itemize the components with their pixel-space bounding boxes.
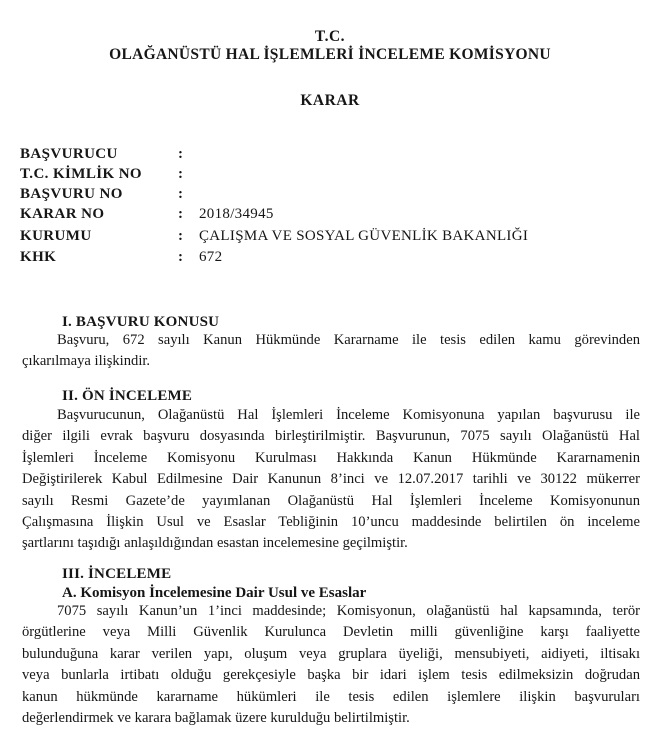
section-title: II. ÖN İNCELEME [62, 388, 193, 404]
subsection-title: A. Komisyon İncelemesine Dair Usul ve Esaslar [62, 585, 367, 601]
field-value: 672 [199, 249, 223, 265]
field-decision-number [20, 206, 640, 226]
field-label: KURUMU [20, 228, 92, 244]
paragraph-line: 7075 sayılı Kanun’un 1’inci maddesinde; Komisyonun, olağanüstü hal kapsamında, terör [57, 603, 640, 619]
field-label: BAŞVURU NO [20, 186, 123, 202]
field-value: ÇALIŞMA VE SOSYAL GÜVENLİK BAKANLIĞI [199, 228, 529, 244]
field-institution [20, 228, 640, 248]
paragraph-line: veya bunlarla irtibatı olduğu gerekçesiyle başka bir idari işlem tesis edilmeksizin doğrudan [22, 667, 640, 684]
field-colon: : [178, 166, 183, 182]
field-colon: : [178, 206, 183, 222]
field-id-number [20, 166, 640, 186]
paragraph-line: Başvurucunun, Olağanüstü Hal İşlemleri İnceleme Komisyonuna yapılan başvurusu ile [57, 407, 640, 423]
header-commission-title: OLAĞANÜSTÜ HAL İŞLEMLERİ İNCELEME KOMİSYONU [109, 46, 551, 63]
section-title: III. İNCELEME [62, 566, 172, 582]
field-colon: : [178, 186, 183, 202]
paragraph-line: Çalışmasına İlişkin Usul ve Esaslar Tebliğinin 10’uncu maddesinde belirtilen ön inceleme [22, 514, 640, 531]
paragraph-line: Değiştirilerek Kabul Edilmesine Dair Kanunun 8’inci ve 12.07.2017 tarihli ve 30122 mükerrer [22, 471, 640, 488]
field-colon: : [178, 146, 183, 162]
field-colon: : [178, 228, 183, 244]
section-paragraph [22, 330, 640, 373]
field-applicant [20, 146, 640, 166]
paragraph-line: bulunduğuna karar verilen yapı, oluşum veya gruplara üyeliği, mensubiyeti, aidiyeti, iltisakı [22, 645, 640, 662]
paragraph-line: diğer ilgili evrak başvuru dosyasında birleştirilmiştir. Başvurunun, 7075 sayılı Olağanüstü Hal [22, 428, 640, 445]
paragraph-line: Başvuru, 672 sayılı Kanun Hükmünde Kararname ile tesis edilen kamu görevinden [57, 332, 640, 348]
paragraph-line: şartlarını taşıdığı anlaşıldığından esastan incelemesine geçilmiştir. [22, 535, 408, 552]
paragraph-line: İşlemleri İnceleme Komisyonu Kurulması Hakkında Kanun Hükmünde Kararnamenin [22, 449, 640, 466]
field-label: T.C. KİMLİK NO [20, 166, 142, 182]
section-paragraph [22, 601, 640, 729]
paragraph-line: sayılı Resmi Gazete’de yayımlanan Olağanüstü Hal İşlemleri İnceleme Komisyonunun [22, 492, 640, 509]
field-khk [20, 249, 640, 269]
header-tc: T.C. [314, 28, 346, 45]
field-label: BAŞVURUCU [20, 146, 118, 162]
field-application-number [20, 186, 640, 206]
paragraph-line: örgütlerine veya Milli Güvenlik Kurulunca Devletin milli güvenliğine karşı faaliyette [22, 624, 640, 641]
section-title: I. BAŞVURU KONUSU [62, 314, 220, 330]
paragraph-line: kanun hükmünde kararname hükümleri ile tesis edilen işlemlere ilişkin başvuruları [22, 688, 640, 705]
field-value: 2018/34945 [199, 206, 274, 222]
field-colon: : [178, 249, 183, 265]
paragraph-line: değerlendirmek ve karara bağlamak üzere kurulduğu belirtilmiştir. [22, 710, 410, 727]
field-label: KHK [20, 249, 57, 265]
header-decision-title: KARAR [300, 92, 360, 109]
paragraph-line: çıkarılmaya ilişkindir. [22, 353, 151, 370]
field-label: KARAR NO [20, 206, 105, 222]
section-paragraph [22, 405, 640, 555]
